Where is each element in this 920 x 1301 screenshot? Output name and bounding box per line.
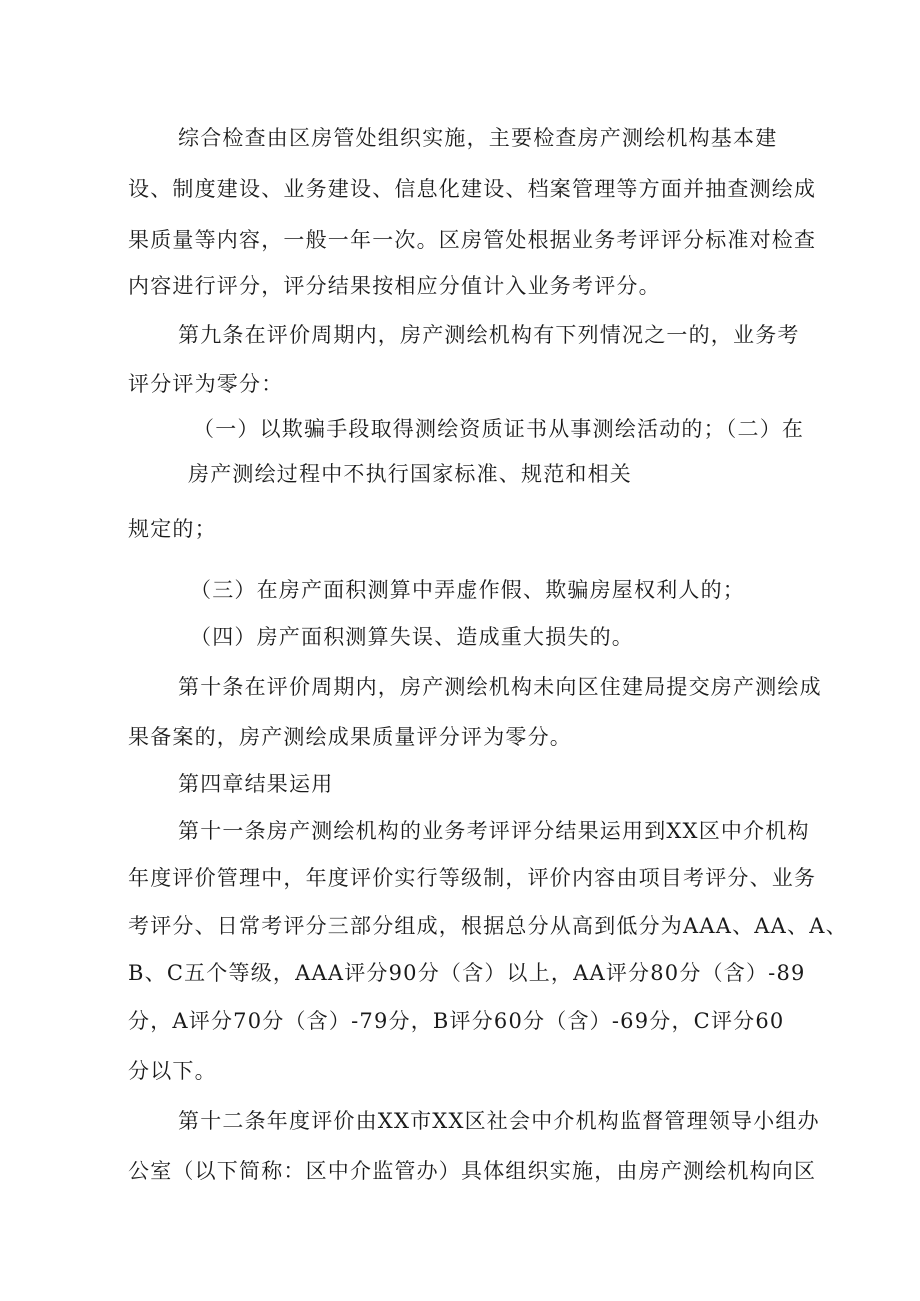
article-9-heading-line: 第九条在评价周期内，房产测绘机构有下列情况之一的，业务考 [178,323,800,347]
list-item: （三）在房产面积测算中弄虚作假、欺骗房屋权利人的； [190,578,745,602]
text-line: 年度评价管理中，年度评价实行等级制，评价内容由项目考评分、业务 [128,866,817,890]
article-12-heading-line: 第十二条年度评价由XX市XX区社会中介机构监督管理领导小组办 [178,1109,820,1133]
list-item: （一）以欺骗手段取得测绘资质证书从事测绘活动的；（二）在 [193,417,805,441]
text-line: 评分评为零分： [128,372,284,396]
text-line: B、C五个等级，AAA评分90分（含）以上，AA评分80分（含）-89 [128,961,806,985]
text-line: 分，A评分70分（含）-79分，B评分60分（含）-69分，C评分60 [128,1009,785,1033]
article-10-heading-line: 第十条在评价周期内，房产测绘机构未向区住建局提交房产测绘成 [178,675,822,699]
article-11-heading-line: 第十一条房产测绘机构的业务考评评分结果运用到XX区中介机构 [178,819,810,843]
text-line: 规定的； [128,517,217,541]
text-line: 果备案的，房产测绘成果质量评分评为零分。 [128,725,572,749]
text-line: 综合检查由区房管处组织实施，主要检查房产测绘机构基本建 [178,126,778,150]
text-line: 内容进行评分，评分结果按相应分值计入业务考评分。 [128,274,661,298]
text-line: 考评分、日常考评分三部分组成，根据总分从高到低分为AAA、AA、A、 [128,914,848,938]
text-line: 公室（以下简称：区中介监管办）具体组织实施，由房产测绘机构向区 [128,1159,817,1183]
text-line: 果质量等内容，一般一年一次。区房管处根据业务考评评分标准对检查 [128,228,817,252]
list-item: 房产测绘过程中不执行国家标准、规范和相关 [188,462,632,486]
text-line: 分以下。 [128,1059,217,1083]
text-line: 设、制度建设、业务建设、信息化建设、档案管理等方面并抽查测绘成 [128,177,817,201]
list-item: （四）房产面积测算失误、造成重大损失的。 [190,625,634,649]
chapter-heading: 第四章结果运用 [178,772,334,796]
